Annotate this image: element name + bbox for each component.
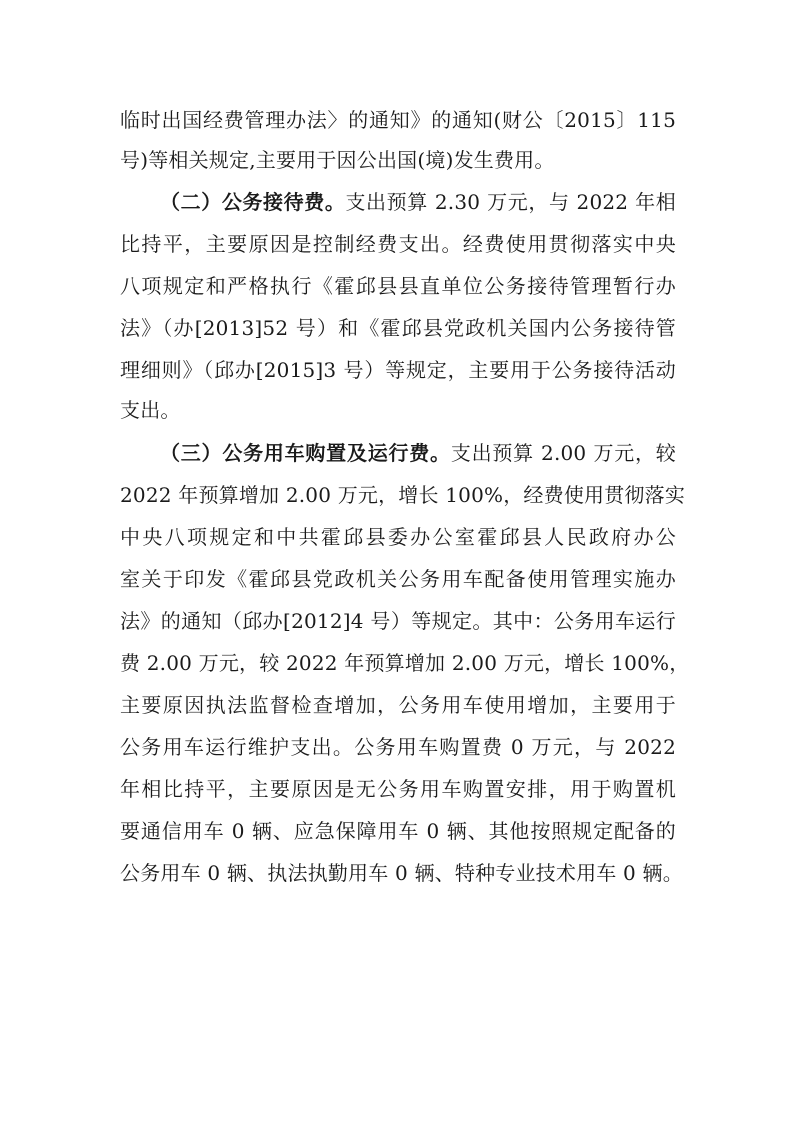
paragraph-text: 支出预算 2.30 万元，与 2022 年相: [345, 190, 676, 214]
paragraph-line: 公务用车运行维护支出。公务用车购置费 0 万元，与 2022: [120, 735, 676, 759]
section-heading-hospitality: （二）公务接待费。: [160, 190, 346, 214]
paragraph-line: 室关于印发《霍邱县党政机关公务用车配备使用管理实施办: [120, 567, 676, 591]
paragraph-line: 法》（办[2013]52 号）和《霍邱县党政机关国内公务接待管: [120, 316, 676, 340]
paragraph-line: 公务用车 0 辆、执法执勤用车 0 辆、特种专业技术用车 0 辆。: [120, 861, 683, 885]
paragraph-line: [160, 433, 676, 473]
paragraph-line: 要通信用车 0 辆、应急保障用车 0 辆、其他按照规定配备的: [120, 819, 676, 843]
paragraph-line: 中央八项规定和中共霍邱县委办公室霍邱县人民政府办公: [120, 525, 676, 549]
paragraph-line: 八项规定和严格执行《霍邱县县直单位公务接待管理暂行办: [120, 274, 676, 298]
paragraph-line: 比持平，主要原因是控制经费支出。经费使用贯彻落实中央: [120, 232, 676, 256]
paragraph-line: 费 2.00 万元，较 2022 年预算增加 2.00 万元，增长 100%，: [120, 651, 690, 675]
paragraph-line: 2022 年预算增加 2.00 万元，增长 100%，经费使用贯彻落实: [120, 483, 686, 507]
paragraph-line: 理细则》（邱办[2015]3 号）等规定，主要用于公务接待活动: [120, 358, 676, 382]
paragraph-line: 临时出国经费管理办法〉的通知》的通知(财公〔2015〕115: [120, 108, 676, 132]
paragraph-line: 主要原因执法监督检查增加，公务用车使用增加，主要用于: [120, 693, 676, 717]
paragraph-text: 支出预算 2.00 万元，较: [450, 441, 677, 465]
paragraph-line: 号)等相关规定,主要用于因公出国(境)发生费用。: [120, 148, 555, 172]
paragraph-line: 支出。: [120, 398, 181, 422]
paragraph-line: [160, 182, 676, 222]
paragraph-line: 法》的通知（邱办[2012]4 号）等规定。其中：公务用车运行: [120, 609, 676, 633]
paragraph-line: 年相比持平，主要原因是无公务用车购置安排，用于购置机: [120, 777, 676, 801]
section-heading-vehicles: （三）公务用车购置及运行费。: [160, 441, 451, 465]
